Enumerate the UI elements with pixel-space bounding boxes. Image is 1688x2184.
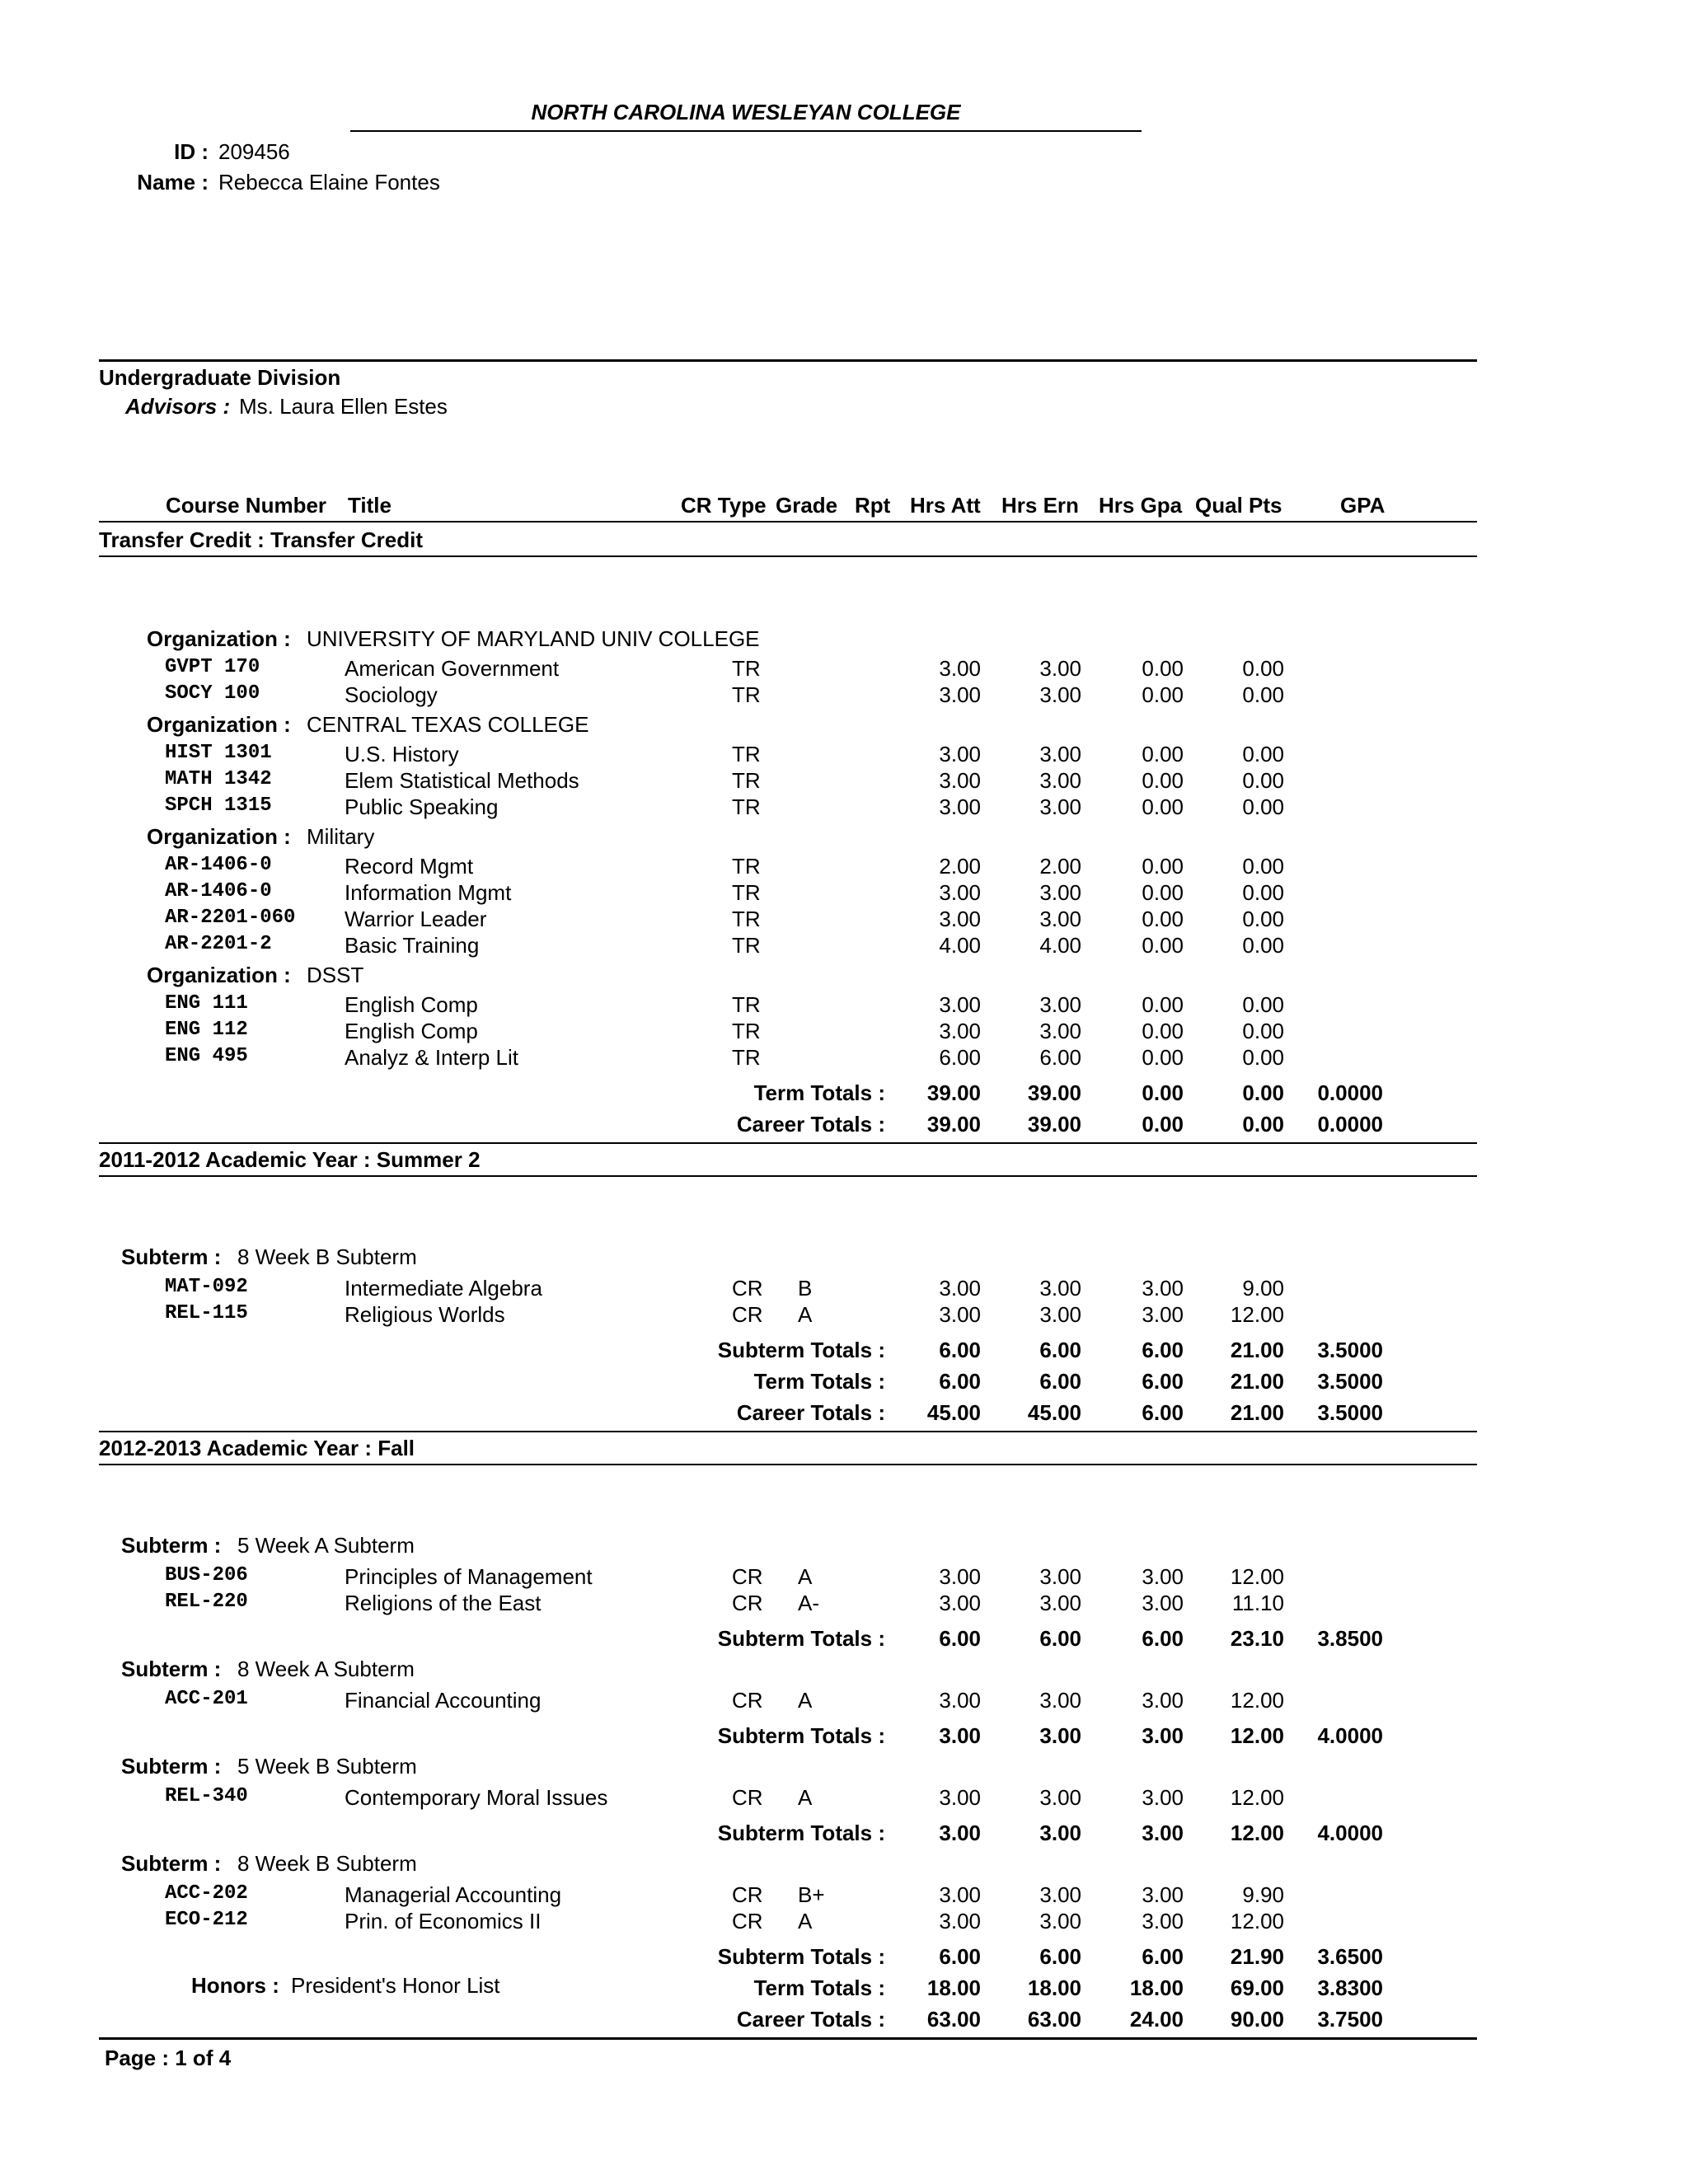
course-title: Intermediate Algebra [345,1276,542,1301]
qual-pts: 12.00 [1230,1302,1284,1327]
col-grade: Grade [776,493,838,518]
total-hrs-gpa: 6.00 [1142,1369,1184,1394]
hrs-gpa: 0.00 [1142,656,1184,681]
course-title: Principles of Management [345,1564,593,1589]
course-number: ACC-202 [165,1882,248,1905]
cr-type: TR [732,794,761,819]
hrs-att: 3.00 [939,682,981,707]
hrs-ern: 3.00 [1039,656,1081,681]
advisors-value: Ms. Laura Ellen Estes [239,394,448,419]
page-number: Page : 1 of 4 [105,2046,232,2070]
total-gpa: 0.0000 [1317,1112,1383,1137]
course-title: English Comp [345,1019,478,1043]
course-title: Public Speaking [345,794,499,819]
hrs-att: 3.00 [939,1019,981,1043]
qual-pts: 12.00 [1230,1785,1284,1810]
college-name: NORTH CAROLINA WESLEYAN COLLEGE [531,100,961,124]
qual-pts: 12.00 [1230,1909,1284,1933]
course-title: Contemporary Moral Issues [345,1785,608,1810]
hrs-gpa: 3.00 [1142,1591,1184,1615]
hrs-att: 3.00 [939,1882,981,1907]
header-rule [350,130,1142,132]
cr-type: TR [732,682,761,707]
grade: B+ [798,1882,825,1907]
division-rule [99,359,1477,362]
cr-type: CR [732,1688,763,1713]
hrs-att: 6.00 [939,1045,981,1070]
grade: A- [798,1591,819,1615]
total-gpa: 3.5000 [1317,1400,1383,1425]
cr-type: CR [732,1882,763,1907]
cr-type: TR [732,1019,761,1043]
course-number: ACC-201 [165,1688,248,1710]
hrs-gpa: 0.00 [1142,1045,1184,1070]
col-course-number: Course Number [166,493,327,518]
hrs-att: 3.00 [939,1564,981,1589]
total-hrs-gpa: 0.00 [1142,1080,1184,1105]
hrs-att: 3.00 [939,742,981,766]
organization-label: Organization : [147,963,291,987]
hrs-gpa: 0.00 [1142,992,1184,1017]
subterm-name: 5 Week B Subterm [237,1754,417,1779]
qual-pts: 0.00 [1242,682,1284,707]
hrs-ern: 2.00 [1039,854,1081,879]
hrs-ern: 3.00 [1039,992,1081,1017]
total-qual-pts: 0.00 [1242,1080,1284,1105]
total-hrs-ern: 18.00 [1027,1975,1081,2000]
cr-type: TR [732,742,761,766]
total-hrs-gpa: 3.00 [1142,1723,1184,1748]
qual-pts: 0.00 [1242,880,1284,905]
total-gpa: 0.0000 [1317,1080,1383,1105]
qual-pts: 0.00 [1242,992,1284,1017]
hrs-ern: 3.00 [1039,1564,1081,1589]
total-gpa: 3.5000 [1317,1338,1383,1362]
qual-pts: 9.00 [1242,1276,1284,1301]
total-gpa: 3.8500 [1317,1626,1383,1651]
course-number: REL-340 [165,1785,248,1807]
grade: A [798,1302,813,1327]
course-number: SPCH 1315 [165,794,272,817]
subterm-totals-label: Subterm Totals : [717,1626,885,1651]
career-totals-label: Career Totals : [736,1400,885,1425]
total-hrs-att: 39.00 [926,1080,981,1105]
organization-label: Organization : [147,712,291,737]
footer-rule [99,2037,1477,2040]
subterm-label: Subterm : [121,1244,222,1269]
total-qual-pts: 21.00 [1230,1400,1284,1425]
total-gpa: 4.0000 [1317,1723,1383,1748]
course-number: AR-1406-0 [165,854,272,876]
course-title: Information Mgmt [345,880,512,905]
qual-pts: 11.10 [1231,1591,1284,1615]
course-title: Analyz & Interp Lit [345,1045,518,1070]
total-qual-pts: 21.00 [1230,1338,1284,1362]
course-title: Prin. of Economics II [345,1909,542,1933]
hrs-att: 2.00 [939,854,981,879]
course-number: ENG 111 [165,992,248,1015]
hrs-gpa: 0.00 [1142,1019,1184,1043]
hrs-gpa: 0.00 [1142,742,1184,766]
course-title: Elem Statistical Methods [345,768,579,793]
cr-type: CR [732,1785,763,1810]
hrs-gpa: 0.00 [1142,794,1184,819]
hrs-ern: 3.00 [1039,1019,1081,1043]
total-hrs-att: 3.00 [939,1723,981,1748]
hrs-ern: 3.00 [1039,768,1081,793]
id-value: 209456 [218,139,290,164]
subterm-label: Subterm : [121,1851,222,1876]
course-title: Warrior Leader [345,907,487,931]
total-hrs-gpa: 6.00 [1142,1338,1184,1362]
column-header-rule [99,521,1477,523]
col-cr-type: CR Type [681,493,767,518]
subterm-name: 5 Week A Subterm [237,1533,415,1558]
hrs-ern: 3.00 [1039,1276,1081,1301]
hrs-ern: 3.00 [1039,1909,1081,1933]
qual-pts: 12.00 [1230,1688,1284,1713]
hrs-ern: 3.00 [1039,1688,1081,1713]
course-number: AR-2201-2 [165,933,272,955]
hrs-gpa: 3.00 [1142,1909,1184,1933]
course-title: Financial Accounting [345,1688,542,1713]
course-number: HIST 1301 [165,742,272,764]
qual-pts: 0.00 [1242,742,1284,766]
id-label: ID : [174,139,209,164]
total-hrs-ern: 6.00 [1039,1338,1081,1362]
cr-type: TR [732,768,761,793]
col-qual-pts: Qual Pts [1195,493,1282,518]
subterm-name: 8 Week B Subterm [237,1851,417,1876]
total-gpa: 3.6500 [1317,1944,1383,1969]
subterm-totals-label: Subterm Totals : [717,1723,885,1748]
honors-value: President's Honor List [291,1973,500,1998]
total-qual-pts: 90.00 [1230,2007,1284,2032]
hrs-ern: 3.00 [1039,1591,1081,1615]
section-title-fall: 2012-2013 Academic Year : Fall [99,1436,415,1460]
qual-pts: 0.00 [1242,933,1284,958]
total-hrs-att: 6.00 [939,1338,981,1362]
total-hrs-ern: 6.00 [1039,1369,1081,1394]
col-gpa: GPA [1340,493,1386,518]
hrs-att: 3.00 [939,794,981,819]
cr-type: TR [732,907,761,931]
course-number: AR-2201-060 [165,907,296,929]
course-title: Basic Training [345,933,480,958]
course-number: ENG 495 [165,1045,248,1067]
organization-name: Military [307,824,375,849]
qual-pts: 0.00 [1242,1045,1284,1070]
total-gpa: 4.0000 [1317,1821,1383,1845]
total-hrs-att: 39.00 [926,1112,981,1137]
qual-pts: 12.00 [1230,1564,1284,1589]
hrs-ern: 3.00 [1039,742,1081,766]
col-hrs-gpa: Hrs Gpa [1099,493,1183,518]
course-title: Managerial Accounting [345,1882,562,1907]
subterm-name: 8 Week A Subterm [237,1657,415,1681]
total-hrs-gpa: 6.00 [1142,1944,1184,1969]
total-hrs-gpa: 3.00 [1142,1821,1184,1845]
career-totals-label: Career Totals : [736,2007,885,2032]
course-number: SOCY 100 [165,682,260,705]
hrs-ern: 4.00 [1039,933,1081,958]
course-title: English Comp [345,992,478,1017]
section-rule-transfer [99,555,1477,557]
col-rpt: Rpt [855,493,891,518]
total-qual-pts: 21.00 [1230,1369,1284,1394]
subterm-totals-label: Subterm Totals : [717,1944,885,1969]
section-title-transfer: Transfer Credit : Transfer Credit [99,527,423,552]
organization-label: Organization : [147,824,291,849]
grade: A [798,1564,813,1589]
total-hrs-ern: 3.00 [1039,1723,1081,1748]
division-title: Undergraduate Division [99,365,341,390]
hrs-gpa: 3.00 [1142,1882,1184,1907]
hrs-ern: 3.00 [1039,794,1081,819]
name-label: Name : [137,170,209,194]
total-qual-pts: 23.10 [1230,1626,1284,1651]
total-hrs-att: 6.00 [939,1369,981,1394]
hrs-ern: 3.00 [1039,1882,1081,1907]
hrs-ern: 3.00 [1039,1785,1081,1810]
hrs-att: 3.00 [939,907,981,931]
hrs-gpa: 0.00 [1142,682,1184,707]
col-hrs-ern: Hrs Ern [1001,493,1079,518]
grade: A [798,1785,813,1810]
course-number: GVPT 170 [165,656,260,678]
subterm-label: Subterm : [121,1657,222,1681]
cr-type: TR [732,1045,761,1070]
total-hrs-att: 63.00 [926,2007,981,2032]
hrs-gpa: 0.00 [1142,880,1184,905]
qual-pts: 0.00 [1242,768,1284,793]
total-hrs-att: 18.00 [926,1975,981,2000]
section-rule-fall [99,1464,1477,1465]
section-rule-summer-top [99,1142,1477,1144]
qual-pts: 0.00 [1242,907,1284,931]
hrs-gpa: 3.00 [1142,1785,1184,1810]
total-hrs-ern: 45.00 [1027,1400,1081,1425]
total-hrs-ern: 39.00 [1027,1080,1081,1105]
cr-type: TR [732,933,761,958]
subterm-totals-label: Subterm Totals : [717,1821,885,1845]
hrs-gpa: 0.00 [1142,907,1184,931]
hrs-gpa: 3.00 [1142,1302,1184,1327]
qual-pts: 0.00 [1242,1019,1284,1043]
total-hrs-ern: 6.00 [1039,1944,1081,1969]
section-title-summer: 2011-2012 Academic Year : Summer 2 [99,1147,481,1172]
term-totals-label: Term Totals : [753,1369,885,1394]
qual-pts: 0.00 [1242,656,1284,681]
course-number: ECO-212 [165,1909,248,1931]
term-totals-label: Term Totals : [753,1975,885,2000]
total-gpa: 3.7500 [1317,2007,1383,2032]
organization-name: DSST [307,963,364,987]
qual-pts: 0.00 [1242,854,1284,879]
total-hrs-gpa: 6.00 [1142,1626,1184,1651]
name-value: Rebecca Elaine Fontes [218,170,440,194]
subterm-name: 8 Week B Subterm [237,1244,417,1269]
course-number: BUS-206 [165,1564,248,1586]
total-hrs-gpa: 24.00 [1129,2007,1184,2032]
total-qual-pts: 12.00 [1230,1723,1284,1748]
course-title: U.S. History [345,742,459,766]
hrs-att: 3.00 [939,768,981,793]
organization-name: UNIVERSITY OF MARYLAND UNIV COLLEGE [307,626,760,651]
hrs-att: 3.00 [939,1785,981,1810]
course-number: MATH 1342 [165,768,272,790]
hrs-att: 3.00 [939,1909,981,1933]
total-hrs-ern: 39.00 [1027,1112,1081,1137]
course-title: American Government [345,656,560,681]
subterm-label: Subterm : [121,1533,222,1558]
total-gpa: 3.8300 [1317,1975,1383,2000]
organization-name: CENTRAL TEXAS COLLEGE [307,712,589,737]
total-hrs-gpa: 6.00 [1142,1400,1184,1425]
subterm-label: Subterm : [121,1754,222,1779]
col-title: Title [348,493,392,518]
total-hrs-ern: 3.00 [1039,1821,1081,1845]
cr-type: CR [732,1909,763,1933]
hrs-gpa: 0.00 [1142,854,1184,879]
subterm-totals-label: Subterm Totals : [717,1338,885,1362]
grade: B [798,1276,813,1301]
hrs-gpa: 3.00 [1142,1564,1184,1589]
cr-type: TR [732,656,761,681]
total-qual-pts: 0.00 [1242,1112,1284,1137]
total-hrs-att: 45.00 [926,1400,981,1425]
qual-pts: 0.00 [1242,794,1284,819]
course-title: Sociology [345,682,438,707]
total-hrs-ern: 6.00 [1039,1626,1081,1651]
hrs-ern: 3.00 [1039,1302,1081,1327]
total-hrs-gpa: 0.00 [1142,1112,1184,1137]
term-totals-label: Term Totals : [753,1080,885,1105]
hrs-att: 4.00 [939,933,981,958]
cr-type: TR [732,992,761,1017]
total-gpa: 3.5000 [1317,1369,1383,1394]
course-title: Religions of the East [345,1591,542,1615]
hrs-att: 3.00 [939,1302,981,1327]
cr-type: CR [732,1591,763,1615]
hrs-att: 3.00 [939,1276,981,1301]
total-qual-pts: 12.00 [1230,1821,1284,1845]
total-qual-pts: 69.00 [1230,1975,1284,2000]
total-hrs-ern: 63.00 [1027,2007,1081,2032]
hrs-att: 3.00 [939,1591,981,1615]
advisors-label: Advisors : [125,394,231,419]
hrs-gpa: 0.00 [1142,933,1184,958]
cr-type: TR [732,854,761,879]
col-hrs-att: Hrs Att [910,493,981,518]
section-rule-summer [99,1175,1477,1177]
grade: A [798,1688,813,1713]
total-qual-pts: 21.90 [1230,1944,1284,1969]
hrs-ern: 6.00 [1039,1045,1081,1070]
course-number: REL-115 [165,1302,248,1324]
total-hrs-att: 6.00 [939,1944,981,1969]
cr-type: TR [732,880,761,905]
hrs-att: 3.00 [939,656,981,681]
total-hrs-att: 3.00 [939,1821,981,1845]
course-title: Record Mgmt [345,854,474,879]
hrs-gpa: 3.00 [1142,1688,1184,1713]
hrs-att: 3.00 [939,992,981,1017]
organization-label: Organization : [147,626,291,651]
grade: A [798,1909,813,1933]
hrs-att: 3.00 [939,1688,981,1713]
course-number: MAT-092 [165,1276,248,1298]
course-number: AR-1406-0 [165,880,272,902]
cr-type: CR [732,1564,763,1589]
hrs-att: 3.00 [939,880,981,905]
course-number: ENG 112 [165,1019,248,1041]
section-rule-fall-top [99,1431,1477,1432]
cr-type: CR [732,1302,763,1327]
hrs-gpa: 0.00 [1142,768,1184,793]
hrs-ern: 3.00 [1039,880,1081,905]
course-number: REL-220 [165,1591,248,1613]
hrs-ern: 3.00 [1039,907,1081,931]
cr-type: CR [732,1276,763,1301]
career-totals-label: Career Totals : [736,1112,885,1137]
course-title: Religious Worlds [345,1302,505,1327]
honors-label: Honors : [191,1973,279,1998]
total-hrs-att: 6.00 [939,1626,981,1651]
total-hrs-gpa: 18.00 [1129,1975,1184,2000]
qual-pts: 9.90 [1242,1882,1284,1907]
hrs-gpa: 3.00 [1142,1276,1184,1301]
hrs-ern: 3.00 [1039,682,1081,707]
